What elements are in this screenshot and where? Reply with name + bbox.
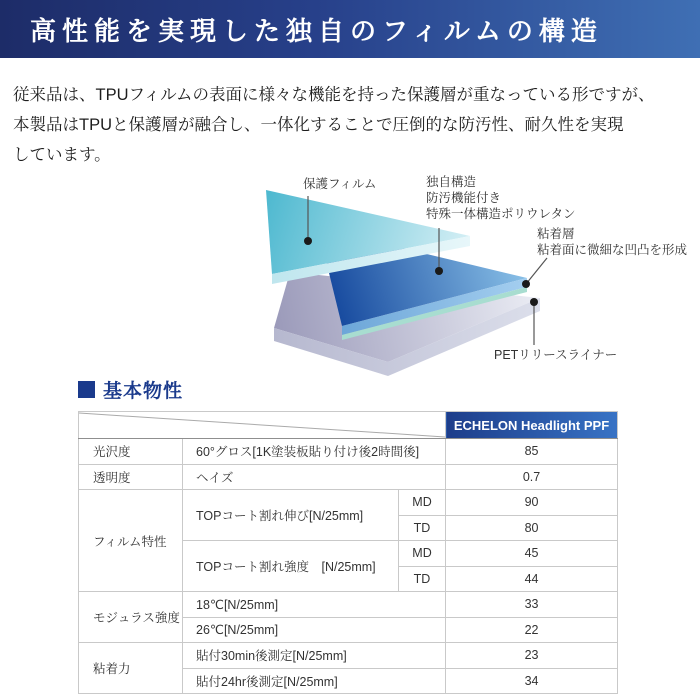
row-value: 80 <box>446 515 618 541</box>
label-release-liner: PETリリースライナー <box>494 348 618 362</box>
row-condition: 貼付30min後測定[N/25mm] <box>183 643 446 669</box>
row-value: 90 <box>446 490 618 516</box>
intro-line-1: 従来品は、TPUフィルムの表面に様々な機能を持った保護層が重なっている形ですが、 <box>13 86 655 104</box>
table-row <box>79 592 618 618</box>
row-value: 23 <box>446 643 618 669</box>
row-condition: TOPコート割れ伸び[N/25mm] <box>183 490 399 541</box>
row-condition: 26℃[N/25mm] <box>183 617 446 643</box>
row-value: 34 <box>446 668 618 694</box>
product-column-header: ECHELON Headlight PPF <box>446 412 618 439</box>
row-condition: TOPコート割れ強度 [N/25mm] <box>183 541 399 592</box>
row-value: 0.7 <box>446 464 618 490</box>
properties-table <box>78 411 618 694</box>
row-value: 33 <box>446 592 618 618</box>
row-value: 22 <box>446 617 618 643</box>
properties-table-wrap <box>78 411 617 693</box>
direction-label: TD <box>399 515 446 541</box>
label-unique-structure <box>426 174 576 222</box>
row-value: 44 <box>446 566 618 592</box>
label-adhesive-line1: 粘着層 <box>537 227 575 241</box>
row-value: 45 <box>446 541 618 567</box>
square-bullet-icon <box>78 381 95 398</box>
label-adhesive-layer <box>537 226 687 258</box>
diagonal-line <box>79 412 445 438</box>
direction-label: MD <box>399 541 446 567</box>
row-category: 粘着力 <box>79 643 183 694</box>
label-unique-structure-line3: 特殊一体構造ポリウレタン <box>426 207 576 221</box>
film-structure-diagram <box>190 170 690 382</box>
row-category: 透明度 <box>79 464 183 490</box>
row-condition: 18℃[N/25mm] <box>183 592 446 618</box>
label-unique-structure-line2: 防汚機能付き <box>426 191 502 205</box>
label-protective-film: 保護フィルム <box>303 177 377 191</box>
direction-label: TD <box>399 566 446 592</box>
title-banner <box>0 0 700 58</box>
direction-label: MD <box>399 490 446 516</box>
row-category: フィルム特性 <box>79 490 183 592</box>
intro-line-3: しています。 <box>13 146 111 164</box>
section-heading <box>78 376 183 403</box>
row-category: 光沢度 <box>79 439 183 465</box>
page-title: 高性能を実現した独自のフィルムの構造 <box>30 16 603 46</box>
intro-line-2: 本製品はTPUと保護層が融合し、一体化することで圧倒的な防汚性、耐久性を実現 <box>13 116 624 134</box>
row-value: 85 <box>446 439 618 465</box>
table-row <box>79 464 618 490</box>
diagonal-header-cell <box>79 412 446 439</box>
table-row <box>79 439 618 465</box>
row-condition: 60°グロス[1K塗装板貼り付け後2時間後] <box>183 439 446 465</box>
row-condition: 貼付24hr後測定[N/25mm] <box>183 668 446 694</box>
label-adhesive-line2: 粘着面に微細な凹凸を形成 <box>537 243 688 257</box>
row-category: モジュラス強度 <box>79 592 183 643</box>
table-row <box>79 490 618 516</box>
table-row <box>79 643 618 669</box>
section-title: 基本物性 <box>103 381 184 402</box>
intro-paragraph <box>13 80 693 170</box>
table-header-row <box>79 412 618 439</box>
row-condition: ヘイズ <box>183 464 446 490</box>
label-unique-structure-line1: 独自構造 <box>426 175 477 189</box>
